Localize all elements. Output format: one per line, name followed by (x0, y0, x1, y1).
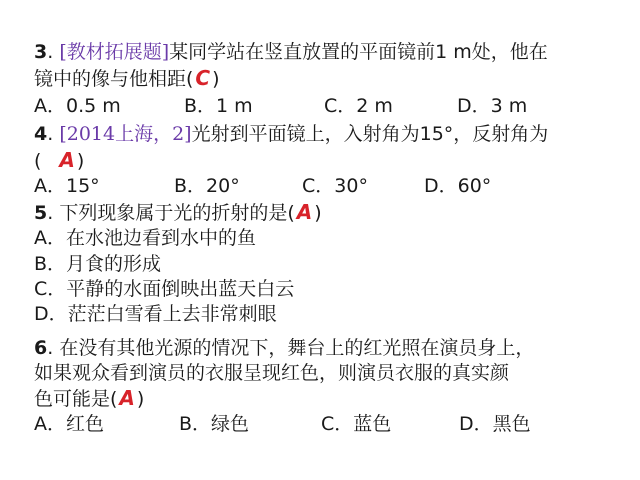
q5-stem (34, 200, 322, 225)
q5-stem-text: 下列现象属于光的折射的是( (59, 202, 295, 224)
q4-stem-line1 (34, 122, 548, 146)
q4-option-c: C．30° (302, 175, 368, 197)
q4-stem-line2 (34, 148, 84, 173)
q3-option-a: A．0.5 m (34, 95, 121, 117)
q6-option-d: D．黑色 (459, 413, 531, 435)
q5-option-a: A．在水池边看到水中的鱼 (34, 227, 256, 249)
q4-options (34, 174, 614, 198)
q4-stem-text: 光射到平面镜上，入射角为15°，反射角为 (191, 123, 549, 145)
q3-option-c: C．2 m (324, 95, 393, 117)
q6-stem-close: ) (136, 388, 145, 410)
q6-number: 6 (34, 337, 48, 359)
q3-option-b: B．1 m (184, 95, 253, 117)
q5-number-sep: . (47, 202, 54, 224)
q3-number-sep: . (47, 41, 54, 63)
q3-options (34, 94, 614, 118)
q3-stem-close: ) (212, 68, 220, 90)
q5-option-d: D．茫茫白雪看上去非常刺眼 (34, 303, 277, 325)
q6-stem-line2: 如果观众看到演员的衣服呈现红色，则演员衣服的真实颜 (34, 362, 510, 384)
q4-stem-close: ) (76, 150, 85, 172)
q6-stem-text: 在没有其他光源的情况下，舞台上的红光照在演员身上， (59, 337, 535, 359)
q3-option-d: D．3 m (457, 95, 528, 117)
q6-stem-line1 (34, 336, 534, 360)
q3-answer: C (195, 66, 211, 90)
q6-stem-text-3: 色可能是( (34, 388, 118, 410)
q4-source-tag: [2014上海，2] (59, 123, 192, 145)
q6-option-c: C．蓝色 (321, 413, 392, 435)
q5-option-b: B．月食的形成 (34, 253, 162, 275)
q3-number: 3 (34, 41, 48, 63)
q5-answer: A (296, 200, 313, 224)
q6-answer: A (119, 386, 135, 410)
q4-option-a: A．15° (34, 175, 100, 197)
q4-number: 4 (34, 123, 48, 145)
q3-stem-line1 (34, 40, 548, 64)
q5-option-c: C．平静的水面倒映出蓝天白云 (34, 278, 295, 300)
q5-number: 5 (34, 202, 48, 224)
q3-stem-line2 (34, 66, 220, 91)
q5-stem-close: ) (314, 202, 322, 224)
q4-option-b: B．20° (174, 175, 240, 197)
q6-option-b: B．绿色 (179, 413, 250, 435)
q4-stem-open: ( (34, 150, 42, 172)
q3-stem-text-2: 镜中的像与他相距( (34, 68, 194, 90)
q4-answer: A (59, 148, 75, 172)
q6-options (34, 412, 614, 436)
q3-source-tag: [教材拓展题] (59, 41, 170, 63)
q6-stem-line3 (34, 386, 144, 411)
q4-number-sep: . (47, 123, 54, 145)
q4-option-d: D．60° (424, 175, 492, 197)
q3-stem-text: 某同学站在竖直放置的平面镜前1 m处，他在 (169, 41, 548, 63)
q6-option-a: A．红色 (34, 413, 104, 435)
q6-number-sep: . (47, 337, 54, 359)
